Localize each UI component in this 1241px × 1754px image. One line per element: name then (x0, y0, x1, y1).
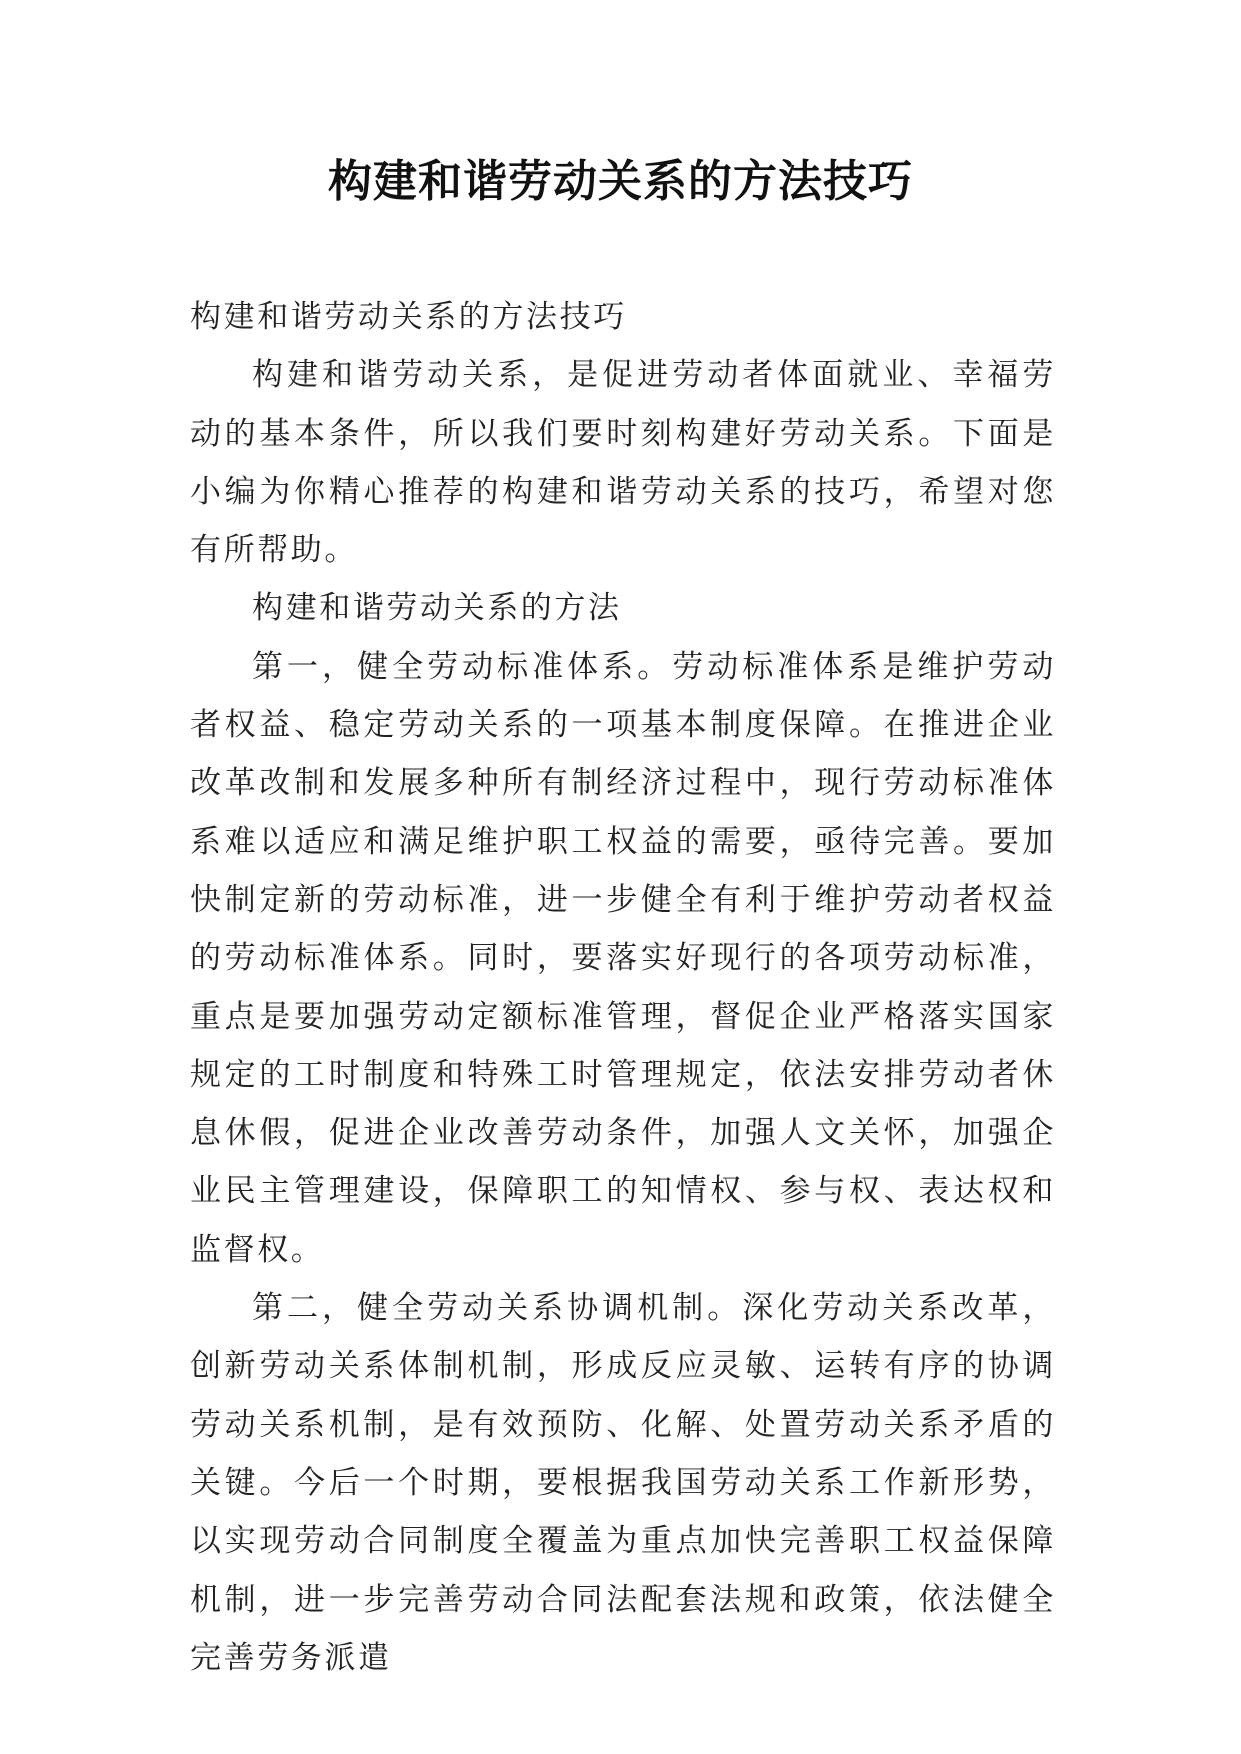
subtitle-paragraph: 构建和谐劳动关系的方法技巧 (190, 299, 627, 335)
document-title: 构建和谐劳动关系的方法技巧 (328, 156, 913, 207)
intro-paragraph: 构建和谐劳动关系，是促进劳动者体面就业、幸福劳动的基本条件，所以我们要时刻构建好劳动关系。下面是小编为你精心推荐的构建和谐劳动关系的技巧，希望对您有所帮助。 (190, 357, 1056, 569)
body-paragraph-first: 第一，健全劳动标准体系。劳动标准体系是维护劳动者权益、稳定劳动关系的一项基本制度保障。在推进企业改革改制和发展多种所有制经济过程中，现行劳动标准体系难以适应和满足维护职工权益的需要，亟待完善。要加快制定新的劳动标准，进一步健全有利于维护劳动者权益的劳动标准体系。同时，要落实好现行的各项劳动标准，重点是要加强劳动定额标准管理，督促企业严格落实国家规定的工时制度和特殊工时管理规定，依法安排劳动者休息休假，促进企业改善劳动条件，加强人文关怀，加强企业民主管理建设，保障职工的知情权、参与权、表达权和监督权。 (190, 648, 1056, 1268)
body-paragraph-second: 第二，健全劳动关系协调机制。深化劳动关系改革，创新劳动关系体制机制，形成反应灵敏、运转有序的协调劳动关系机制，是有效预防、化解、处置劳动关系矛盾的关键。今后一个时期，要根据我国劳动关系工作新形势，以实现劳动合同制度全覆盖为重点加快完善职工权益保障机制，进一步完善劳动合同法配套法规和政策，依法健全完善劳务派遣 (190, 1290, 1056, 1676)
section-heading: 构建和谐劳动关系的方法 (252, 590, 622, 627)
document-body (190, 288, 1056, 1687)
